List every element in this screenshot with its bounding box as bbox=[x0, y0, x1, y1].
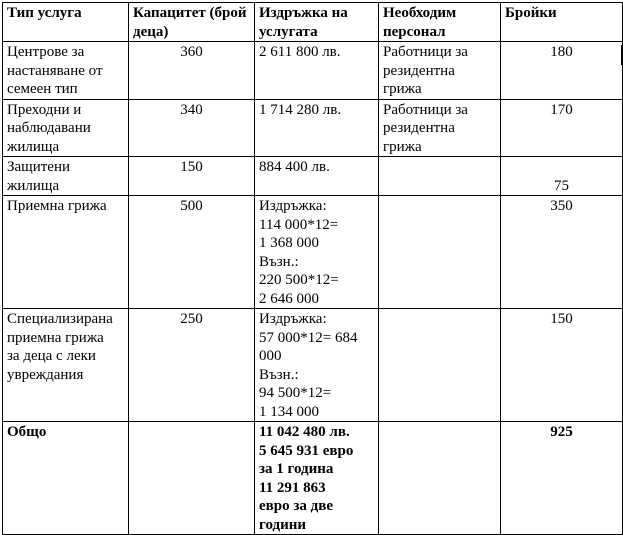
total-count-cell: 925 bbox=[501, 422, 623, 535]
header-count: Бройки bbox=[501, 3, 623, 42]
header-service-type: Тип услуга bbox=[3, 3, 129, 42]
capacity-cell: 500 bbox=[129, 196, 255, 309]
service-type-cell: Специализирана приемна грижа за деца с леки увреждания bbox=[3, 309, 129, 422]
staff-cell bbox=[379, 309, 501, 422]
cost-cell: 884 400 лв. bbox=[255, 157, 379, 196]
header-row bbox=[3, 3, 623, 42]
cost-cell: Издръжка: 57 000*12= 684 000 Възн.: 94 500*12= 1 134 000 bbox=[255, 309, 379, 422]
services-table bbox=[2, 2, 623, 535]
count-cell: 350 bbox=[501, 196, 623, 309]
total-label-cell: Общо bbox=[3, 422, 129, 535]
table-row bbox=[3, 99, 623, 157]
table-row bbox=[3, 196, 623, 309]
table-row bbox=[3, 157, 623, 196]
table-row bbox=[3, 309, 623, 422]
capacity-cell: 360 bbox=[129, 42, 255, 100]
staff-cell: Работници за резидентна грижа bbox=[379, 99, 501, 157]
service-type-cell: Приемна грижа bbox=[3, 196, 129, 309]
cost-cell: Издръжка: 114 000*12= 1 368 000 Възн.: 220 500*12= 2 646 000 bbox=[255, 196, 379, 309]
cost-cell: 1 714 280 лв. bbox=[255, 99, 379, 157]
count-cell: 170 bbox=[501, 99, 623, 157]
header-capacity: Капацитет (брой деца) bbox=[129, 3, 255, 42]
staff-cell bbox=[379, 157, 501, 196]
staff-cell bbox=[379, 196, 501, 309]
table-row bbox=[3, 42, 623, 100]
total-row bbox=[3, 422, 623, 535]
count-cell: 75 bbox=[501, 157, 623, 196]
cost-cell: 2 611 800 лв. bbox=[255, 42, 379, 100]
header-staff: Необходим персонал bbox=[379, 3, 501, 42]
total-cost-cell: 11 042 480 лв. 5 645 931 евро за 1 година 11 291 863 евро за две години bbox=[255, 422, 379, 535]
staff-cell: Работници за резидентна грижа bbox=[379, 42, 501, 100]
capacity-cell: 150 bbox=[129, 157, 255, 196]
count-cell: 180 bbox=[501, 42, 623, 100]
capacity-cell: 250 bbox=[129, 309, 255, 422]
total-staff-cell bbox=[379, 422, 501, 535]
count-cell: 150 bbox=[501, 309, 623, 422]
total-capacity-cell bbox=[129, 422, 255, 535]
service-type-cell: Защитени жилища bbox=[3, 157, 129, 196]
capacity-cell: 340 bbox=[129, 99, 255, 157]
service-type-cell: Центрове за настаняване от семеен тип bbox=[3, 42, 129, 100]
service-type-cell: Преходни и наблюдавани жилища bbox=[3, 99, 129, 157]
header-cost: Издръжка на услугата bbox=[255, 3, 379, 42]
